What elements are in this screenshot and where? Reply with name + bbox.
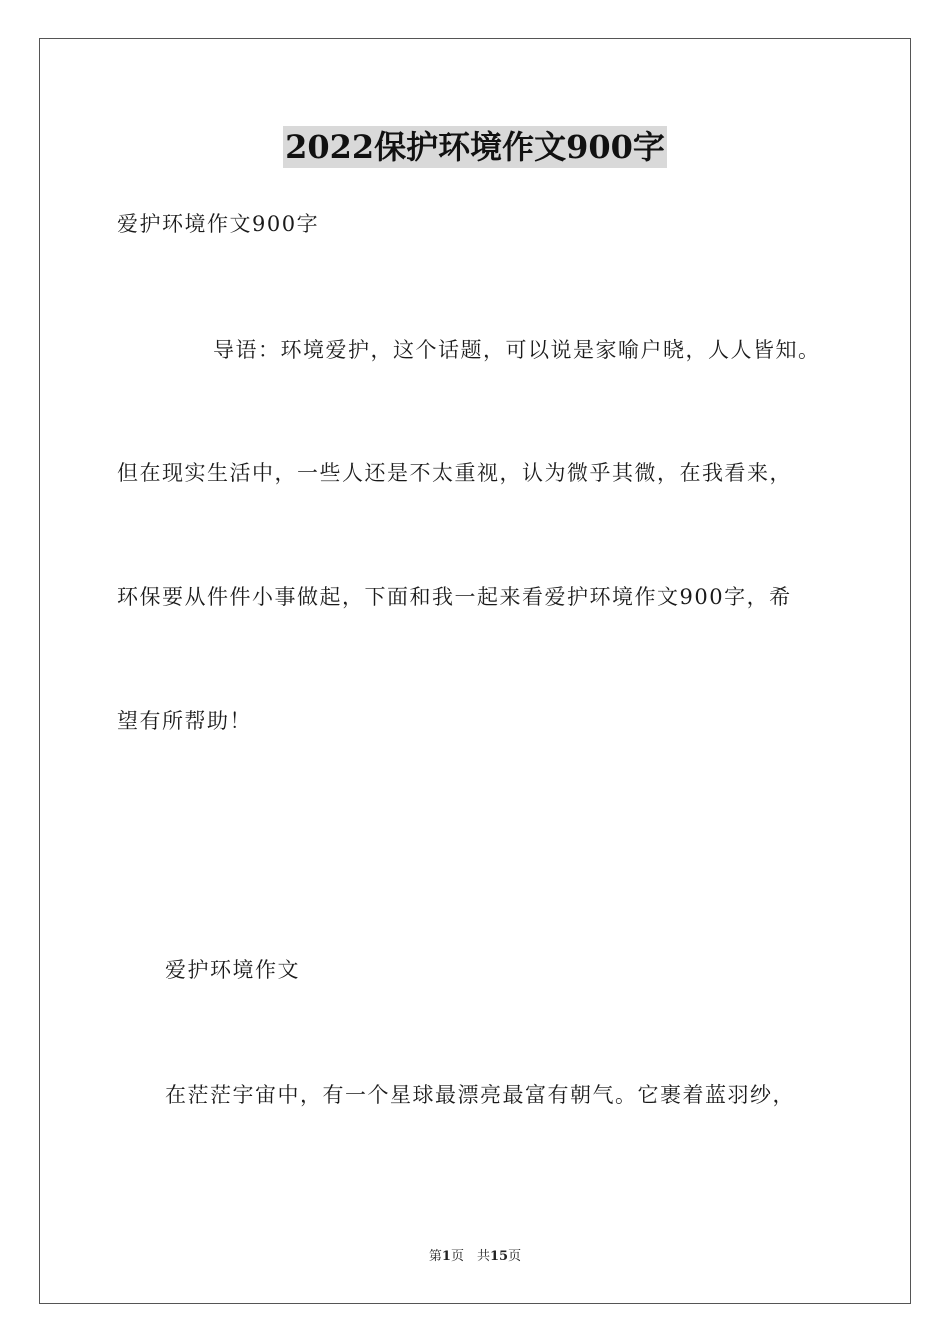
intro-line: 环保要从件件小事做起，下面和我一起来看爱护环境作文900字，希 bbox=[117, 585, 792, 609]
intro-line: 但在现实生活中，一些人还是不太重视，认为微乎其微，在我看来， bbox=[117, 461, 792, 485]
intro-line: 导语：环境爱护，这个话题，可以说是家喻户晓，人人皆知。 bbox=[213, 338, 821, 362]
page-footer bbox=[0, 1248, 950, 1266]
footer-page-number: 1 bbox=[441, 1249, 451, 1264]
document-subtitle: 爱护环境作文900字 bbox=[117, 212, 320, 236]
footer-total-pages: 15 bbox=[489, 1249, 509, 1264]
footer-page-prefix: 第 bbox=[428, 1249, 442, 1264]
section-heading: 爱护环境作文 bbox=[165, 958, 300, 982]
footer-page-suffix: 页 bbox=[508, 1249, 522, 1264]
body-line: 在茫茫宇宙中，有一个星球最漂亮最富有朝气。它裹着蓝羽纱， bbox=[165, 1083, 795, 1107]
document-title: 2022保护环境作文900字 bbox=[285, 128, 665, 166]
title-container bbox=[0, 126, 950, 168]
intro-line: 望有所帮助！ bbox=[117, 709, 252, 733]
footer-page-mid: 页 共 bbox=[450, 1249, 490, 1264]
